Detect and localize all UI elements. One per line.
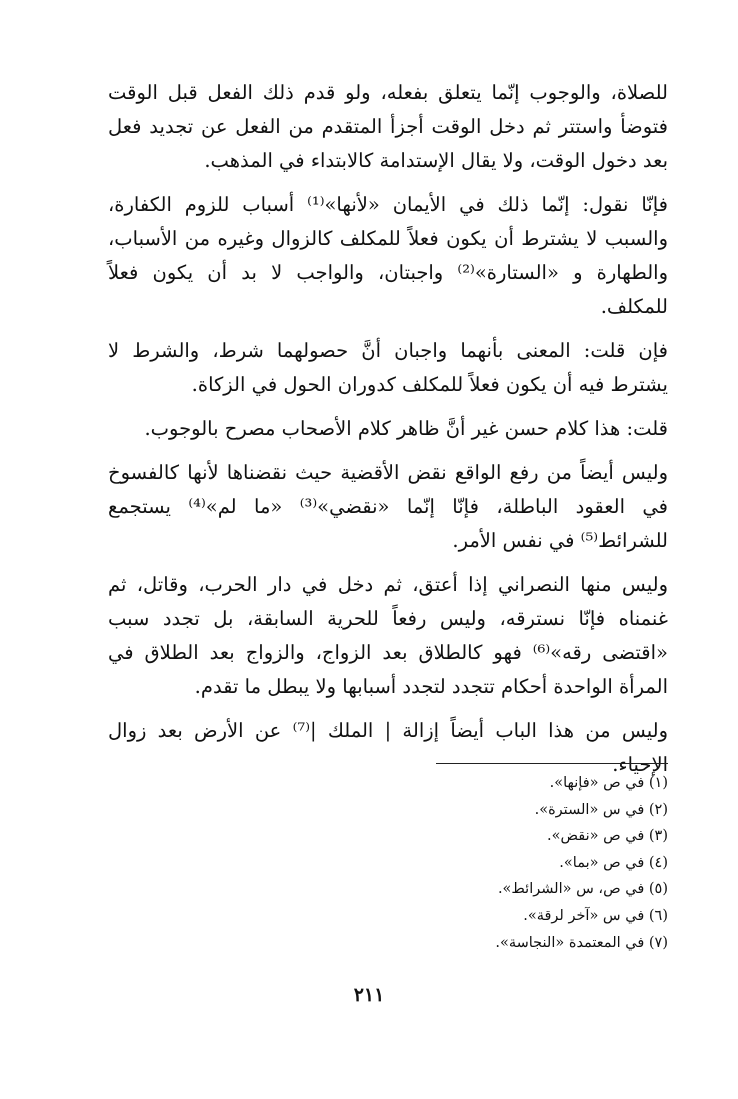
paragraph-1: للصلاة، والوجوب إنّما يتعلق بفعله، ولو قدم ذلك الفعل قبل الوقت فتوضأ واستتر ثم دخل الوقت أجزأ المتقدم من الفعل عن تجديد فعل بعد دخول الوقت، ولا يقال الإستدامة كالابتداء في المذهب. [108,81,668,172]
footnote-7: (٧) في المعتمدة «النجاسة». [495,934,668,951]
footnote-1: (١) في ص «فإنها». [549,775,668,791]
paragraph-3: فإن قلت: المعنى بأنهما واجبان أنَّ حصولهما شرط، والشرط لا يشترط فيه أن يكون فعلاً للمكلف كدوران الحول في الزكاة. [108,339,668,396]
paragraph-7: وليس من هذا الباب أيضاً إزالة | الملك |⁽⁷⁾ عن الأرض بعد زوال الإحياء. [108,719,668,776]
footnotes [320,770,668,956]
footnote-divider [436,763,668,764]
paragraph-4: قلت: هذا كلام حسن غير أنَّ ظاهر كلام الأصحاب مصرح بالوجوب. [144,417,668,440]
footnote-5: (٥) في ص، س «الشرائط». [497,881,668,898]
footnote-4: (٤) في ص «بما». [559,854,668,871]
paragraph-5: وليس أيضاً من رفع الواقع نقض الأقضية حيث نقضناها لأنها كالفسوخ في العقود الباطلة، فإنّا إنّما «نقضي»⁽³⁾ «ما لم»⁽⁴⁾ يستجمع للشرائط⁽⁵⁾ في نفس الأمر. [108,461,668,552]
main-text [108,76,668,786]
paragraph-2: فإنّا نقول: إنّما ذلك في الأيمان «لأنها»⁽¹⁾ أسباب للزوم الكفارة، والسبب لا يشترط أن يكون فعلاً للمكلف كالزوال وغيره من الأسباب، والطهارة و «الستارة»⁽²⁾ واجبتان، والواجب لا بد أن يكون فعلاً للمكلف. [108,193,669,318]
page-number: ٢١١ [353,984,385,1006]
footnote-2: (٢) في س «السترة». [534,801,668,818]
footnote-3: (٣) في ص «نقض». [547,828,668,845]
footnote-6: (٦) في س «آخر لرقة». [523,907,668,924]
paragraph-6: وليس منها النصراني إذا أعتق، ثم دخل في دار الحرب، وقاتل، ثم غنمناه فإنّا نسترقه، وليس رفعاً للحرية السابقة، بل تجدد سبب «اقتضى رقه»⁽⁶⁾ فهو كالطلاق بعد الزواج، والزواج بعد الطلاق في المرأة الواحدة أحكام تتجدد لتجدد أسبابها ولا يبطل ما تقدم. [108,573,668,698]
